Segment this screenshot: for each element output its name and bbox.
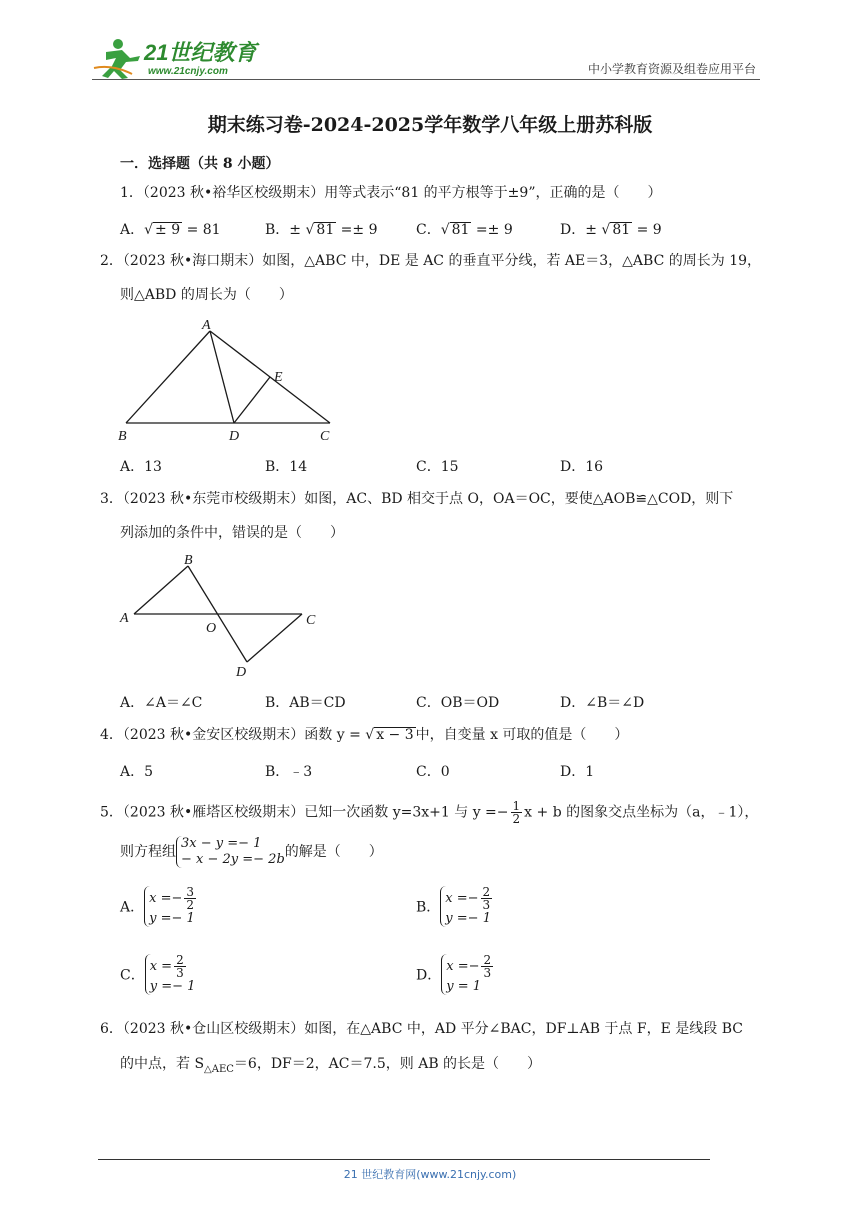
q5-option-b[interactable]: B． x =− $\frac{2}{3}$ y =− 1 <box>416 886 494 927</box>
q5-option-c[interactable]: C． x = $\frac{2}{3}$ y =− 1 <box>120 953 196 994</box>
label-a: A <box>120 611 129 626</box>
q4-option-d[interactable]: D．1 <box>560 764 595 780</box>
question-number: 1． <box>120 185 143 201</box>
site-logo <box>92 36 262 80</box>
header-divider <box>92 79 760 80</box>
question-6: 6．（2023 秋•仓山区校级期末）如图，在△ABC 中，AD 平分∠BAC，DF⊥AB 于点 F，E 是线段 BC <box>100 1021 743 1037</box>
question-3-line2: 列添加的条件中，错误的是（ ） <box>120 525 344 541</box>
logo-url-text: www.21cnjy.com <box>148 66 228 77</box>
question-4: 4．（2023 秋•金安区校级期末）函数 y = √ x − 3 中，自变量 x 可取的值是（ ） <box>100 727 629 743</box>
label-a: A <box>202 318 211 333</box>
label-b: B <box>184 553 193 568</box>
q1-option-d[interactable]: D．± √ 81 = 9 <box>560 222 662 238</box>
radical: ± 9 <box>155 222 181 238</box>
fraction: $\frac{1}{2}$ <box>512 799 521 826</box>
q1-option-a[interactable]: A．√ ± 9 = 81 <box>120 222 221 238</box>
radical: 81 <box>451 222 470 238</box>
q3-option-d[interactable]: D．∠B＝∠D <box>560 695 645 711</box>
q4-option-a[interactable]: A．5 <box>120 764 154 780</box>
q1-option-b[interactable]: B．± √ 81 =± 9 <box>265 222 378 238</box>
header-platform-text: 中小学教育资源及组卷应用平台 <box>587 62 756 76</box>
question-2: 2．（2023 秋•海口期末）如图，△ABC 中，DE 是 AC 的垂直平分线，若 AE＝3，△ABC 的周长为 19， <box>100 253 762 269</box>
q1-option-c[interactable]: C．√ 81 =± 9 <box>416 222 513 238</box>
question-source: （2023 秋•裕华区校级期末） <box>142 185 325 201</box>
q4-option-c[interactable]: C．0 <box>416 764 450 780</box>
equation-system: 3x − y =− 1 − x − 2y =− 2b <box>176 836 285 868</box>
q3-option-a[interactable]: A．∠A＝∠C <box>120 695 203 711</box>
question-2-line2: 则△ABD 的周长为（ ） <box>120 287 293 303</box>
segment-ab <box>134 566 188 614</box>
question-3: 3．（2023 秋•东莞市校级期末）如图，AC、BD 相交于点 O，OA＝OC，要使△AOB≌△COD，则下 <box>100 491 734 507</box>
segment-ab <box>126 331 210 423</box>
q5-option-a[interactable]: A． x =− $\frac{3}{2}$ y =− 1 <box>120 886 198 927</box>
section-heading: 一．选择题（共 8 小题） <box>120 156 280 172</box>
question-1 <box>120 183 661 203</box>
label-d: D <box>236 665 247 680</box>
radical: 81 <box>612 222 631 238</box>
page-title: 期末练习卷-2024-2025学年数学八年级上册苏科版 <box>207 114 653 136</box>
q5-option-d[interactable]: D． x =− $\frac{2}{3}$ y = 1 <box>416 954 495 995</box>
logo-text: 21世纪教育 <box>144 40 257 65</box>
segment-ad <box>210 331 234 423</box>
q2-option-b[interactable]: B．14 <box>265 459 308 475</box>
label-e: E <box>274 370 283 385</box>
q4-option-b[interactable]: B．﹣3 <box>265 764 313 780</box>
question-text: 用等式表示“81 的平方根等于±9”，正确的是（ ） <box>324 185 662 201</box>
segment-cd <box>247 614 302 662</box>
segment-de <box>234 377 270 423</box>
footer-divider <box>98 1159 710 1160</box>
label-c: C <box>320 429 330 444</box>
label-o: O <box>206 621 217 636</box>
question-6-line2: 的中点，若 $S_{\triangle AEC}=6$，DF＝2，AC＝7.5，则 AB 的长是（ ） <box>120 1056 542 1075</box>
q2-option-c[interactable]: C．15 <box>416 459 459 475</box>
q3-option-b[interactable]: B．AB＝CD <box>265 695 346 711</box>
label-b: B <box>118 429 127 444</box>
question-5: 5．（2023 秋•雁塔区校级期末）已知一次函数 y=3x+1 与 y =− $\frac{1}{2}$ x + b 的图象交点坐标为（a，﹣1）， <box>100 799 759 826</box>
q2-option-d[interactable]: D．16 <box>560 459 604 475</box>
label-d: D <box>229 429 240 444</box>
footer-link[interactable]: 21 世纪教育网(www.21cnjy.com) <box>343 1168 517 1181</box>
q3-triangles-figure <box>112 548 332 680</box>
q2-triangle-figure <box>112 313 342 445</box>
label-c: C <box>306 613 316 628</box>
radical: x − 3 <box>376 727 414 743</box>
q2-option-a[interactable]: A．13 <box>120 459 162 475</box>
question-5-line2: 则方程组 3x − y =− 1 − x − 2y =− 2b 的解是（ ） <box>120 836 383 867</box>
q3-option-c[interactable]: C．OB＝OD <box>416 695 500 711</box>
radical: 81 <box>316 222 335 238</box>
